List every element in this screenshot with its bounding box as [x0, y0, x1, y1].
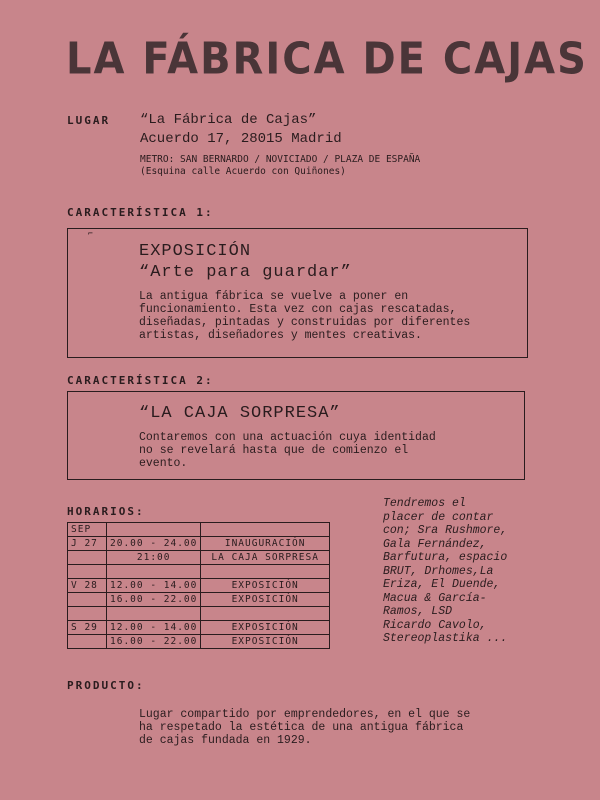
schedule-event: EXPOSICIÓN [201, 593, 330, 607]
lugar-block [140, 111, 420, 178]
feature1-heading: EXPOSICIÓN [139, 242, 252, 261]
venue-address: Acuerdo 17, 28015 Madrid [140, 131, 342, 147]
feature2-label: CARACTERÍSTICA 2: [67, 374, 214, 387]
schedule-row [68, 565, 330, 579]
schedule-row [68, 537, 330, 551]
schedule-time [107, 565, 201, 579]
schedule-time: 16.00 - 22.00 [107, 635, 201, 649]
lugar-label: LUGAR [67, 114, 111, 127]
schedule-day: V 28 [68, 579, 107, 593]
schedule-time: 12.00 - 14.00 [107, 621, 201, 635]
schedule-row [68, 593, 330, 607]
schedule-day [68, 607, 107, 621]
schedule-day [68, 635, 107, 649]
schedule-day [68, 551, 107, 565]
horarios-label: HORARIOS: [67, 505, 145, 518]
venue-corner: (Esquina calle Acuerdo con Quiñones) [140, 166, 346, 177]
schedule-day: S 29 [68, 621, 107, 635]
schedule-day [68, 565, 107, 579]
schedule-event [201, 523, 330, 537]
schedule-time: 20.00 - 24.00 [107, 537, 201, 551]
schedule-event [201, 565, 330, 579]
schedule-day [68, 593, 107, 607]
schedule-day: J 27 [68, 537, 107, 551]
feature2-heading: “LA CAJA SORPRESA” [139, 404, 341, 423]
venue-name: “La Fábrica de Cajas” [140, 112, 317, 128]
guest-list: Tendremos el placer de contar con; Sra Rushmore, Gala Fernández, Barfutura, espacio BRUT, Drhomes,La Eriza, El Duende, Macua & García- Ramos, LSD Ricardo Cavolo, Stereoplastika ... [383, 497, 508, 645]
schedule-time: 12.00 - 14.00 [107, 579, 201, 593]
schedule-row [68, 551, 330, 565]
metro-stations: METRO: SAN BERNARDO / NOVICIADO / PLAZA DE ESPAÑA [140, 154, 421, 165]
schedule-row [68, 607, 330, 621]
producto-label: PRODUCTO: [67, 679, 145, 692]
corner-mark: ⌐ [88, 229, 93, 238]
schedule-day: SEP [68, 523, 107, 537]
schedule-row [68, 621, 330, 635]
poster-title: LA FÁBRICA DE CAJAS [66, 34, 588, 85]
feature1-subheading: “Arte para guardar” [139, 263, 352, 282]
feature1-label: CARACTERÍSTICA 1: [67, 206, 214, 219]
schedule-table [67, 522, 330, 649]
schedule-time: 21:00 [107, 551, 201, 565]
feature1-description: La antigua fábrica se vuelve a poner en funcionamiento. Esta vez con cajas rescatadas, diseñadas, pintadas y construidas por diferentes artistas, diseñadores y mentes creativas. [139, 290, 471, 342]
schedule-event: EXPOSICIÓN [201, 621, 330, 635]
feature1-box [67, 228, 528, 358]
schedule-event: LA CAJA SORPRESA [201, 551, 330, 565]
feature2-box [67, 391, 525, 480]
schedule-time: 16.00 - 22.00 [107, 593, 201, 607]
feature2-description: Contaremos con una actuación cuya identidad no se revelará hasta que de comienzo el evento. [139, 431, 436, 470]
schedule-event: INAUGURACIÓN [201, 537, 330, 551]
schedule-time [107, 523, 201, 537]
schedule-time [107, 607, 201, 621]
schedule-event [201, 607, 330, 621]
producto-description: Lugar compartido por emprendedores, en el que se ha respetado la estética de una antigua fábrica de cajas fundada en 1929. [139, 708, 471, 747]
schedule-event: EXPOSICIÓN [201, 635, 330, 649]
schedule-row [68, 579, 330, 593]
schedule-row [68, 523, 330, 537]
schedule-row [68, 635, 330, 649]
schedule-event: EXPOSICIÓN [201, 579, 330, 593]
